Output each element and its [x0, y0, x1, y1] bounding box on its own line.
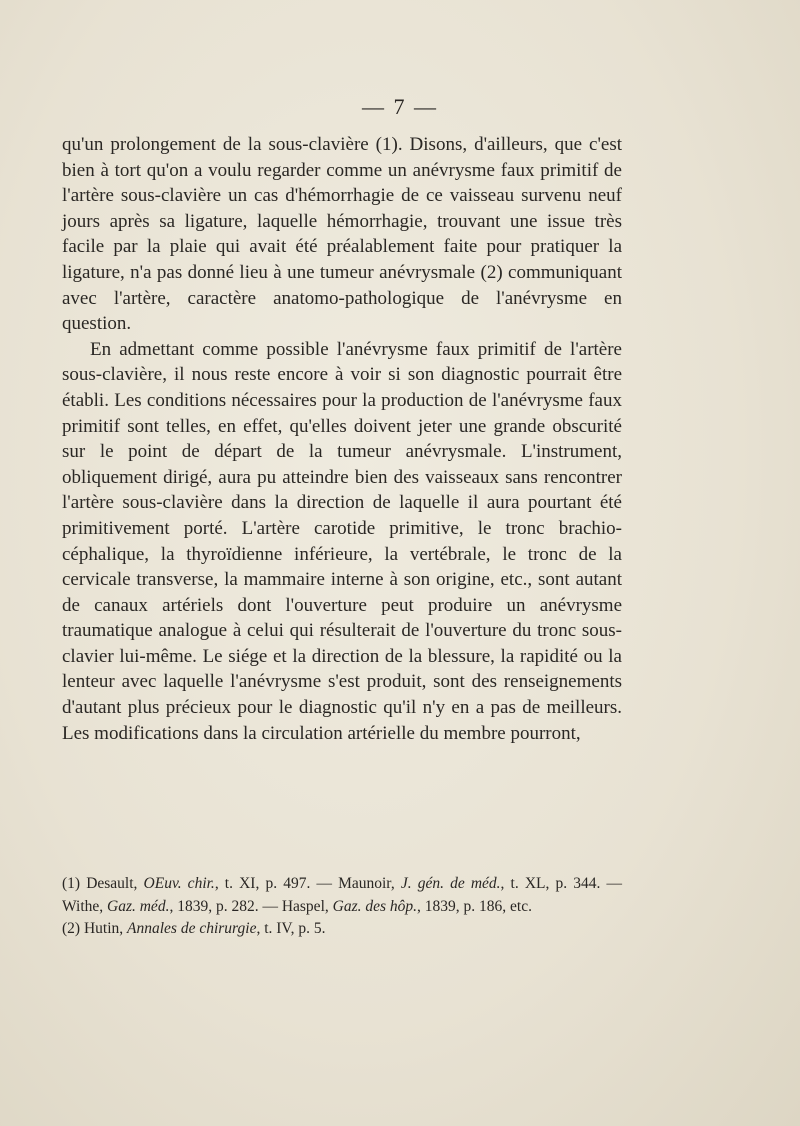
footnote-2-part: (2) Hutin, [62, 920, 128, 937]
footnote-1 [62, 873, 622, 918]
paragraph-1: qu'un prolongement de la sous-clavière (1). Disons, d'ailleurs, que c'est bien à tort qu'on a voulu regarder comme un anévrysme faux primitif de l'artère sous-clavière un cas d'hémorrhagie de ce vaisseau survenu neuf jours après sa ligature, laquelle hémorrhagie, trouvant une issue très facile par la plaie qui avait été préalablement faite pour pratiquer la ligature, n'a pas donné lieu à une tumeur anévrysmale (2) communiquant avec l'artère, caractère anatomo-pathologique de l'anévrysme en question. [62, 134, 622, 335]
paragraph-2: En admettant comme possible l'anévrysme faux primitif de l'artère sous-clavière, il nous reste encore à voir si son diagnostic pourrait être établi. Les conditions nécessaires pour la production de l'anévrysme faux primitif sont telles, en effet, qu'elles doivent jeter une grande obscurité sur le point de départ de la tumeur anévrysmale. L'instrument, obliquement dirigé, aura pu atteindre bien des vaisseaux sans rencontrer l'artère sous-clavière dans la direction de laquelle il aura pourtant été primitivement porté. L'artère carotide primitive, le tronc brachio-céphalique, la thyroïdienne inférieure, la vertébrale, le tronc de la cervicale transverse, la mammaire interne à son origine, etc., sont autant de canaux artériels dont l'ouverture peut produire un anévrysme traumatique analogue à celui qui résulterait de l'ouverture du tronc sous-clavier lui-même. Le siége et la direction de la blessure, la rapidité ou la lenteur avec laquelle l'anévrysme s'est produit, sont des renseignements d'autant plus précieux pour le diagnostic qu'il n'y en a pas de meilleurs. Les modifications dans la circulation artérielle du membre pourront, [62, 338, 622, 744]
footnote-1-part: , t. XI, p. 497. — Maunoir, [214, 875, 401, 892]
page-number: — 7 — [362, 94, 438, 119]
footnote-2-part: , t. IV, p. 5. [256, 920, 326, 937]
footnote-1-title: J. gén. de méd. [400, 875, 501, 892]
footnotes [62, 873, 622, 941]
main-text [62, 132, 622, 746]
footnote-1-part: , 1839, p. 186, etc. [417, 897, 532, 915]
footnote-1-part: , t. XL, p. 344. — Withe, [62, 875, 622, 915]
footnote-1-part: , 1839, p. 282. — Haspel, [169, 897, 333, 915]
footnote-1-title: Gaz. méd. [107, 897, 170, 915]
footnote-1-part: (1) Desault, [62, 875, 144, 892]
footnote-1-title: Gaz. des hôp. [332, 897, 418, 915]
footnote-1-title: OEuv. chir. [143, 875, 215, 892]
footnote-2 [62, 918, 622, 941]
footnote-2-title: Annales de chirurgie [127, 920, 257, 937]
